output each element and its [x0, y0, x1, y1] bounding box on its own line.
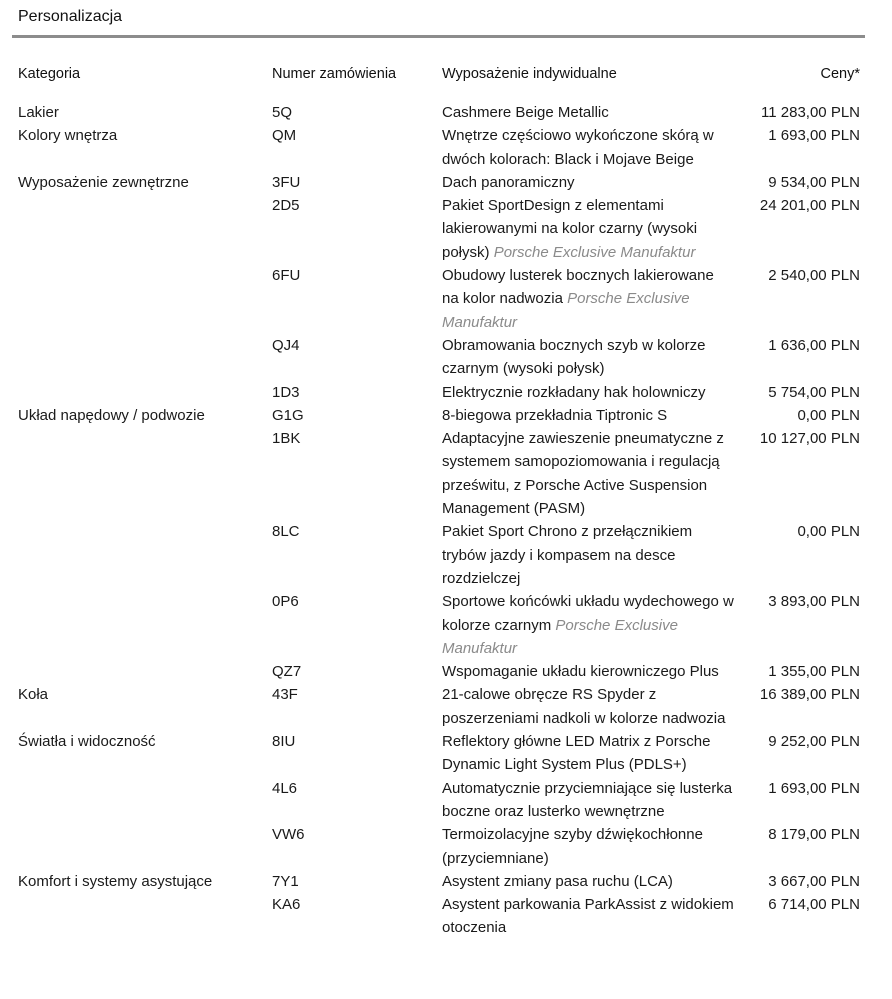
- table-row: [18, 427, 860, 520]
- row-equipment: [442, 823, 734, 870]
- row-equipment-text: Cashmere Beige Metallic: [442, 104, 609, 121]
- row-equipment: [442, 194, 734, 264]
- row-equipment-text: Obramowania bocznych szyb w kolorze czarnym (wysoki połysk): [442, 336, 706, 378]
- table-row: [18, 893, 860, 940]
- table-row: [18, 590, 860, 660]
- row-equipment: [442, 660, 734, 683]
- row-price: 2 540,00 PLN: [768, 267, 860, 285]
- row-order-number: 1BK: [272, 430, 301, 448]
- row-price: 1 693,00 PLN: [768, 127, 860, 145]
- row-price: 1 693,00 PLN: [768, 779, 860, 797]
- row-price: 6 714,00 PLN: [768, 896, 860, 914]
- row-order-number: 3FU: [272, 173, 301, 191]
- table-row: [18, 334, 860, 381]
- header-equipment: Wyposażenie indywidualne: [442, 66, 617, 82]
- row-category: Koła: [18, 686, 49, 704]
- table-row: [18, 404, 860, 427]
- row-equipment: [442, 427, 734, 520]
- row-equipment: [442, 334, 734, 381]
- row-equipment: [442, 683, 734, 730]
- row-equipment-text: Obudowy lusterek bocznych lakierowane na kolor nadwozia: [442, 267, 714, 308]
- table-row: [18, 660, 860, 683]
- row-equipment-text: Pakiet SportDesign z elementami lakierowanymi na kolor czarny (wysoki połysk): [442, 197, 698, 261]
- header-price: Ceny*: [820, 66, 860, 82]
- row-equipment-text: Wnętrze częściowo wykończone skórą w dwóch kolorach: Black i Mojave Beige: [442, 127, 714, 168]
- row-order-number: VW6: [272, 826, 305, 844]
- row-equipment: [442, 893, 734, 940]
- manufaktur-tag: Porsche Exclusive Manufaktur: [493, 243, 696, 261]
- row-equipment-text: Pakiet Sport Chrono z przełącznikiem trybów jazdy i kompasem na desce rozdzielczej: [442, 523, 693, 587]
- manufaktur-tag: Porsche Exclusive Manufaktur: [442, 616, 678, 657]
- row-equipment: [442, 404, 734, 427]
- row-category: Lakier: [18, 104, 59, 121]
- row-equipment-text: Reflektory główne LED Matrix z Porsche Dynamic Light System Plus (PDLS+): [442, 733, 711, 774]
- row-price: 9 252,00 PLN: [768, 733, 860, 751]
- row-equipment-text: Asystent parkowania ParkAssist z widokiem otoczenia: [442, 896, 734, 937]
- row-price: 8 179,00 PLN: [768, 826, 860, 844]
- row-equipment: [442, 101, 734, 124]
- table-row: [18, 870, 860, 893]
- row-equipment-text: Elektrycznie rozkładany hak holowniczy: [442, 383, 706, 401]
- row-order-number: 4L6: [272, 779, 298, 797]
- row-equipment-text: Dach panoramiczny: [442, 173, 575, 191]
- row-equipment: [442, 590, 734, 660]
- row-order-number: 2D5: [272, 197, 300, 215]
- row-price: 1 355,00 PLN: [768, 663, 860, 681]
- table-row: [18, 683, 860, 730]
- row-category: Światła i widoczność: [18, 733, 156, 751]
- row-price: 10 127,00 PLN: [759, 430, 860, 448]
- row-equipment-text: 21-calowe obręcze RS Spyder z poszerzeniami nadkoli w kolorze nadwozia: [442, 686, 726, 727]
- row-price: 5 754,00 PLN: [768, 383, 860, 401]
- row-order-number: 8LC: [272, 523, 300, 541]
- row-order-number: QM: [272, 127, 297, 145]
- table-row: [18, 101, 860, 124]
- row-equipment-text: Asystent zmiany pasa ruchu (LCA): [442, 872, 673, 890]
- row-order-number: 43F: [272, 686, 298, 704]
- table-row: [18, 194, 860, 264]
- row-order-number: QZ7: [272, 663, 302, 681]
- row-order-number: 6FU: [272, 267, 301, 285]
- table-row: [18, 171, 860, 194]
- equipment-table: [18, 62, 860, 940]
- row-price: 11 283,00 PLN: [761, 104, 860, 121]
- row-equipment: [442, 777, 734, 824]
- row-equipment-text: Sportowe końcówki układu wydechowego w kolorze czarnym: [442, 593, 734, 634]
- row-equipment: [442, 520, 734, 590]
- row-equipment: [442, 124, 734, 171]
- row-order-number: G1G: [272, 406, 304, 424]
- row-category: Komfort i systemy asystujące: [18, 872, 213, 890]
- table-row: [18, 730, 860, 777]
- table-row: [18, 124, 860, 171]
- row-equipment: [442, 264, 734, 334]
- row-order-number: 5Q: [272, 104, 293, 121]
- row-price: 0,00 PLN: [797, 406, 860, 424]
- row-price: 9 534,00 PLN: [768, 173, 860, 191]
- row-order-number: 8IU: [272, 733, 296, 751]
- table-body: [18, 101, 860, 940]
- row-order-number: 0P6: [272, 593, 299, 611]
- row-category: Kolory wnętrza: [18, 127, 118, 145]
- row-order-number: QJ4: [272, 336, 300, 354]
- row-price: 3 667,00 PLN: [768, 872, 860, 890]
- row-price: 3 893,00 PLN: [768, 593, 860, 611]
- row-category: Układ napędowy / podwozie: [18, 406, 205, 424]
- row-equipment-text: Wspomaganie układu kierowniczego Plus: [442, 663, 719, 681]
- row-category: Wyposażenie zewnętrzne: [18, 173, 189, 191]
- row-equipment-text: 8-biegowa przekładnia Tiptronic S: [442, 406, 668, 424]
- row-price: 1 636,00 PLN: [768, 336, 860, 354]
- manufaktur-tag: Porsche Exclusive Manufaktur: [442, 290, 690, 331]
- table-row: [18, 777, 860, 824]
- page-title: Personalizacja: [18, 8, 123, 25]
- title-divider: [12, 35, 865, 38]
- row-order-number: KA6: [272, 896, 301, 914]
- row-equipment: [442, 870, 734, 893]
- row-order-number: 1D3: [272, 383, 300, 401]
- row-price: 0,00 PLN: [797, 523, 860, 541]
- table-header: [18, 62, 860, 101]
- row-price: 24 201,00 PLN: [759, 197, 860, 215]
- header-category: Kategoria: [18, 66, 81, 82]
- row-order-number: 7Y1: [272, 872, 299, 890]
- row-equipment-text: Adaptacyjne zawieszenie pneumatyczne z systemem samopoziomowania i regulacją prześwitu, z Porsche Active Suspension Management (PASM): [442, 430, 724, 518]
- table-row: [18, 381, 860, 404]
- table-row: [18, 823, 860, 870]
- row-equipment: [442, 730, 734, 777]
- row-equipment: [442, 171, 734, 194]
- row-equipment-text: Termoizolacyjne szyby dźwiękochłonne (przyciemniane): [442, 826, 703, 867]
- table-row: [18, 520, 860, 590]
- header-order-number: Numer zamówienia: [272, 66, 397, 82]
- table-row: [18, 264, 860, 334]
- row-price: 16 389,00 PLN: [759, 686, 860, 704]
- row-equipment-text: Automatycznie przyciemniające się lusterka boczne oraz lusterko wewnętrzne: [442, 779, 733, 820]
- row-equipment: [442, 381, 734, 404]
